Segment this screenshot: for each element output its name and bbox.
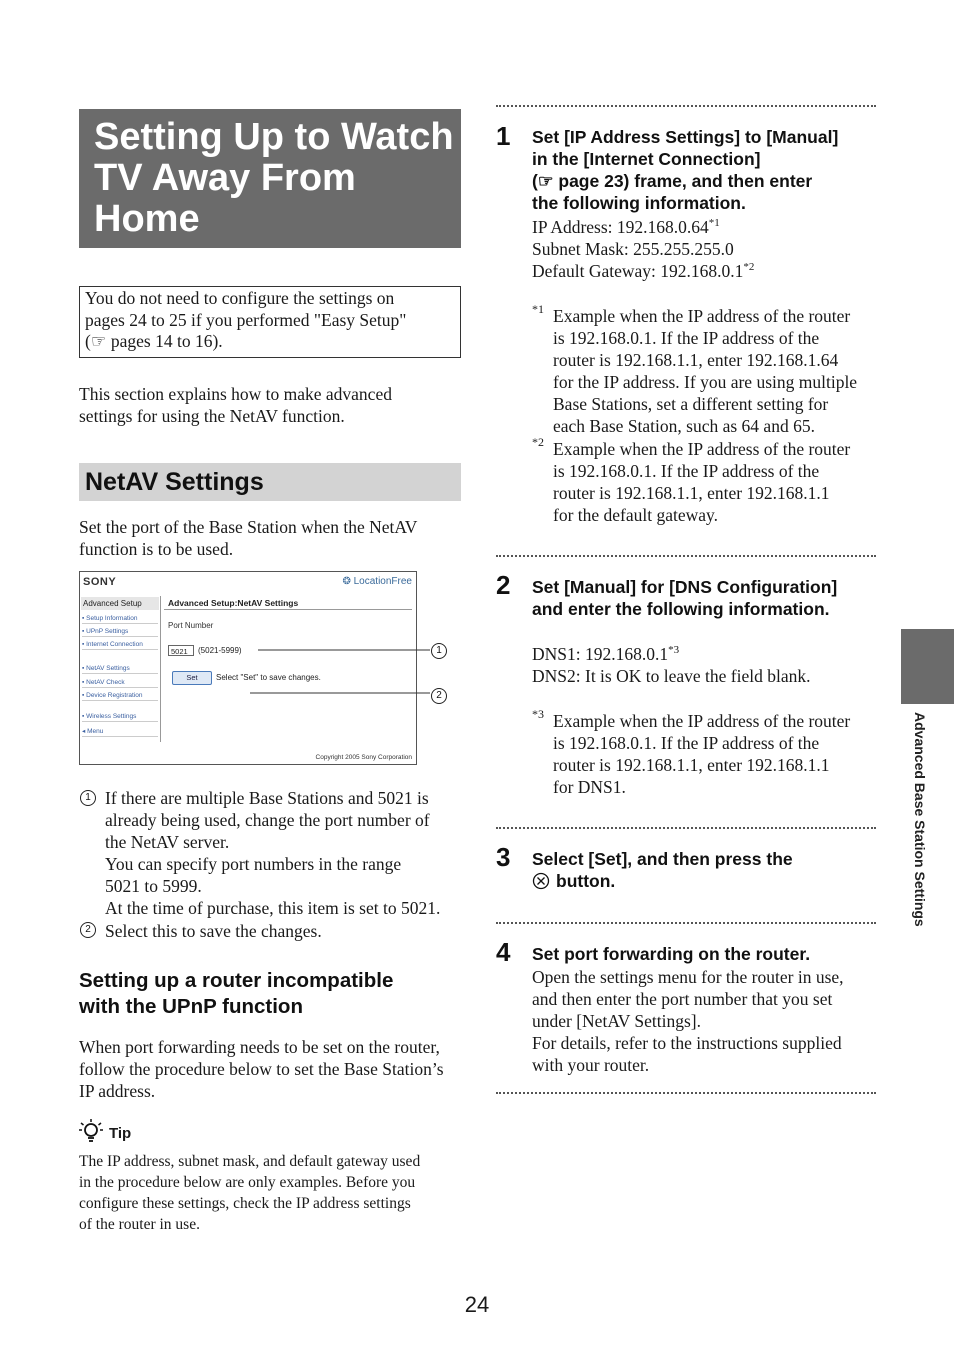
intro-paragraph: This section explains how to make advanced settings for using the NetAV function. [79, 384, 392, 426]
chapter-side-label: Advanced Base Station Settings [912, 712, 928, 927]
tip-label: Tip [109, 1125, 132, 1142]
callout-2-line [250, 675, 430, 693]
callout-1-marker: 1 [431, 643, 447, 659]
footnote-2-mark: *2 [532, 435, 544, 449]
port-number-label: Port Number [168, 621, 214, 630]
step-3-heading: Select [Set], and then press the button. [532, 849, 793, 891]
page-title: Setting Up to Watch TV Away From Home [94, 116, 454, 240]
step-4-heading: Set port forwarding on the router. [532, 944, 811, 964]
section-title: NetAV Settings [85, 468, 264, 496]
screenshot-copyright: Copyright 2005 Sony Corporation [315, 754, 412, 761]
footnote-3-mark: *3 [532, 707, 544, 721]
save-hint-text: Select "Set" to save changes. [216, 673, 321, 682]
sidebar-item-netav-check[interactable]: ▪ NetAV Check [82, 679, 158, 688]
port-number-input[interactable]: 5021 [168, 645, 194, 656]
tip-text: The IP address, subnet mask, and default gateway used in the procedure below are only examples. Before you configure these settings, check the IP address settings of the router in use. [79, 1153, 421, 1233]
sidebar-item-upnp-settings[interactable]: ▪ UPnP Settings [82, 628, 158, 637]
footnote-3: Example when the IP address of the router is 192.168.0.1. If the IP address of the router is 192.168.1.1, enter 192.168.1.1 for DNS1. [553, 711, 851, 797]
sidebar-item-wireless-settings[interactable]: ▪ Wireless Settings [82, 713, 158, 722]
separator [496, 827, 876, 829]
locationfree-logo: ❂ LocationFree [342, 576, 412, 587]
callout-1-description: If there are multiple Base Stations and 5021 is already being used, change the port number of the NetAV server. You can specify port numbers in the range 5021 to 5999. At the time of purchase, this item is set to 5021. [105, 788, 441, 918]
page-number: 24 [464, 1292, 490, 1317]
step-2-heading: Set [Manual] for [DNS Configuration] and enter the following information. [532, 577, 838, 619]
chapter-title-block [79, 109, 461, 248]
note-text: You do not need to configure the settings on pages 24 to 25 if you performed "Easy Setup" (☞ pages 14 to 16). [85, 288, 407, 351]
callout-2-description: Select this to save the changes. [105, 921, 322, 941]
section-heading-bar [79, 463, 461, 501]
callout-2-marker: 2 [431, 688, 447, 704]
callout-leader-lines [250, 640, 450, 710]
footnote-1: Example when the IP address of the router is 192.168.0.1. If the IP address of the router is 192.168.1.1, enter 192.168.1.64 for the IP address. If you are using multiple Base Stations, set a different setting for each Base Station, such as 64 and 65. [553, 306, 858, 436]
step-1-heading: Set [IP Address Settings] to [Manual] in the [Internet Connection] (☞ page 23) frame, and then enter the following information. [532, 127, 839, 213]
step-2-values: DNS1: 192.168.0.1$^{*3}$ DNS2: It is OK to leave the field blank. [532, 644, 811, 686]
screenshot-main-heading: Advanced Setup:NetAV Settings [164, 597, 412, 610]
callout-1-label: 1 [80, 790, 96, 806]
lightbulb-icon [78, 1118, 104, 1146]
separator [496, 555, 876, 557]
sidebar-item-device-registration[interactable]: ▪ Device Registration [82, 692, 158, 701]
separator [496, 922, 876, 924]
router-subheading: Setting up a router incompatible with the UPnP function [79, 969, 394, 1018]
chapter-side-tab [901, 629, 954, 704]
footnote-1-mark: *1 [532, 302, 544, 316]
step-1-values: IP Address: 192.168.0.64$^{*1}$ Subnet Mask: 255.255.255.0 Default Gateway: 192.168.0.1$^{*2}$ [532, 217, 755, 281]
step-4-body: Open the settings menu for the router in use, and then enter the port number that you set under [NetAV Settings]. For details, refer to the instructions supplied with your router. [532, 967, 844, 1075]
step-1-number: 1 [496, 121, 511, 151]
footnote-2: Example when the IP address of the router is 192.168.0.1. If the IP address of the router is 192.168.1.1, enter 192.168.1.1 for the default gateway. [553, 439, 851, 525]
step-4-number: 4 [496, 937, 511, 967]
sidebar-item-setup-information[interactable]: ▪ Setup Information [82, 615, 158, 624]
sidebar-item-netav-settings[interactable]: ▪ NetAV Settings [82, 665, 158, 674]
screenshot-sidebar [80, 596, 161, 742]
port-range-hint: (5021-5999) [198, 646, 242, 655]
callout-2-label: 2 [80, 922, 96, 938]
note-box [79, 286, 461, 358]
sony-logo: SONY [83, 576, 117, 588]
cross-button-icon [532, 872, 550, 890]
separator [496, 1092, 876, 1094]
separator [496, 105, 876, 107]
sidebar-item-internet-connection[interactable]: ▪ Internet Connection [82, 641, 158, 650]
step-2-number: 2 [496, 570, 511, 600]
sidebar-item-menu[interactable]: ◂ Menu [82, 728, 158, 737]
sidebar-heading: Advanced Setup [81, 597, 159, 610]
set-button[interactable]: Set [172, 671, 212, 685]
locationfree-icon: ❂ [342, 576, 354, 587]
netav-description: Set the port of the Base Station when the NetAV function is to be used. [79, 517, 418, 559]
router-paragraph: When port forwarding needs to be set on the router, follow the procedure below to set the Base Station’s IP address. [79, 1037, 444, 1101]
step-3-number: 3 [496, 842, 511, 872]
